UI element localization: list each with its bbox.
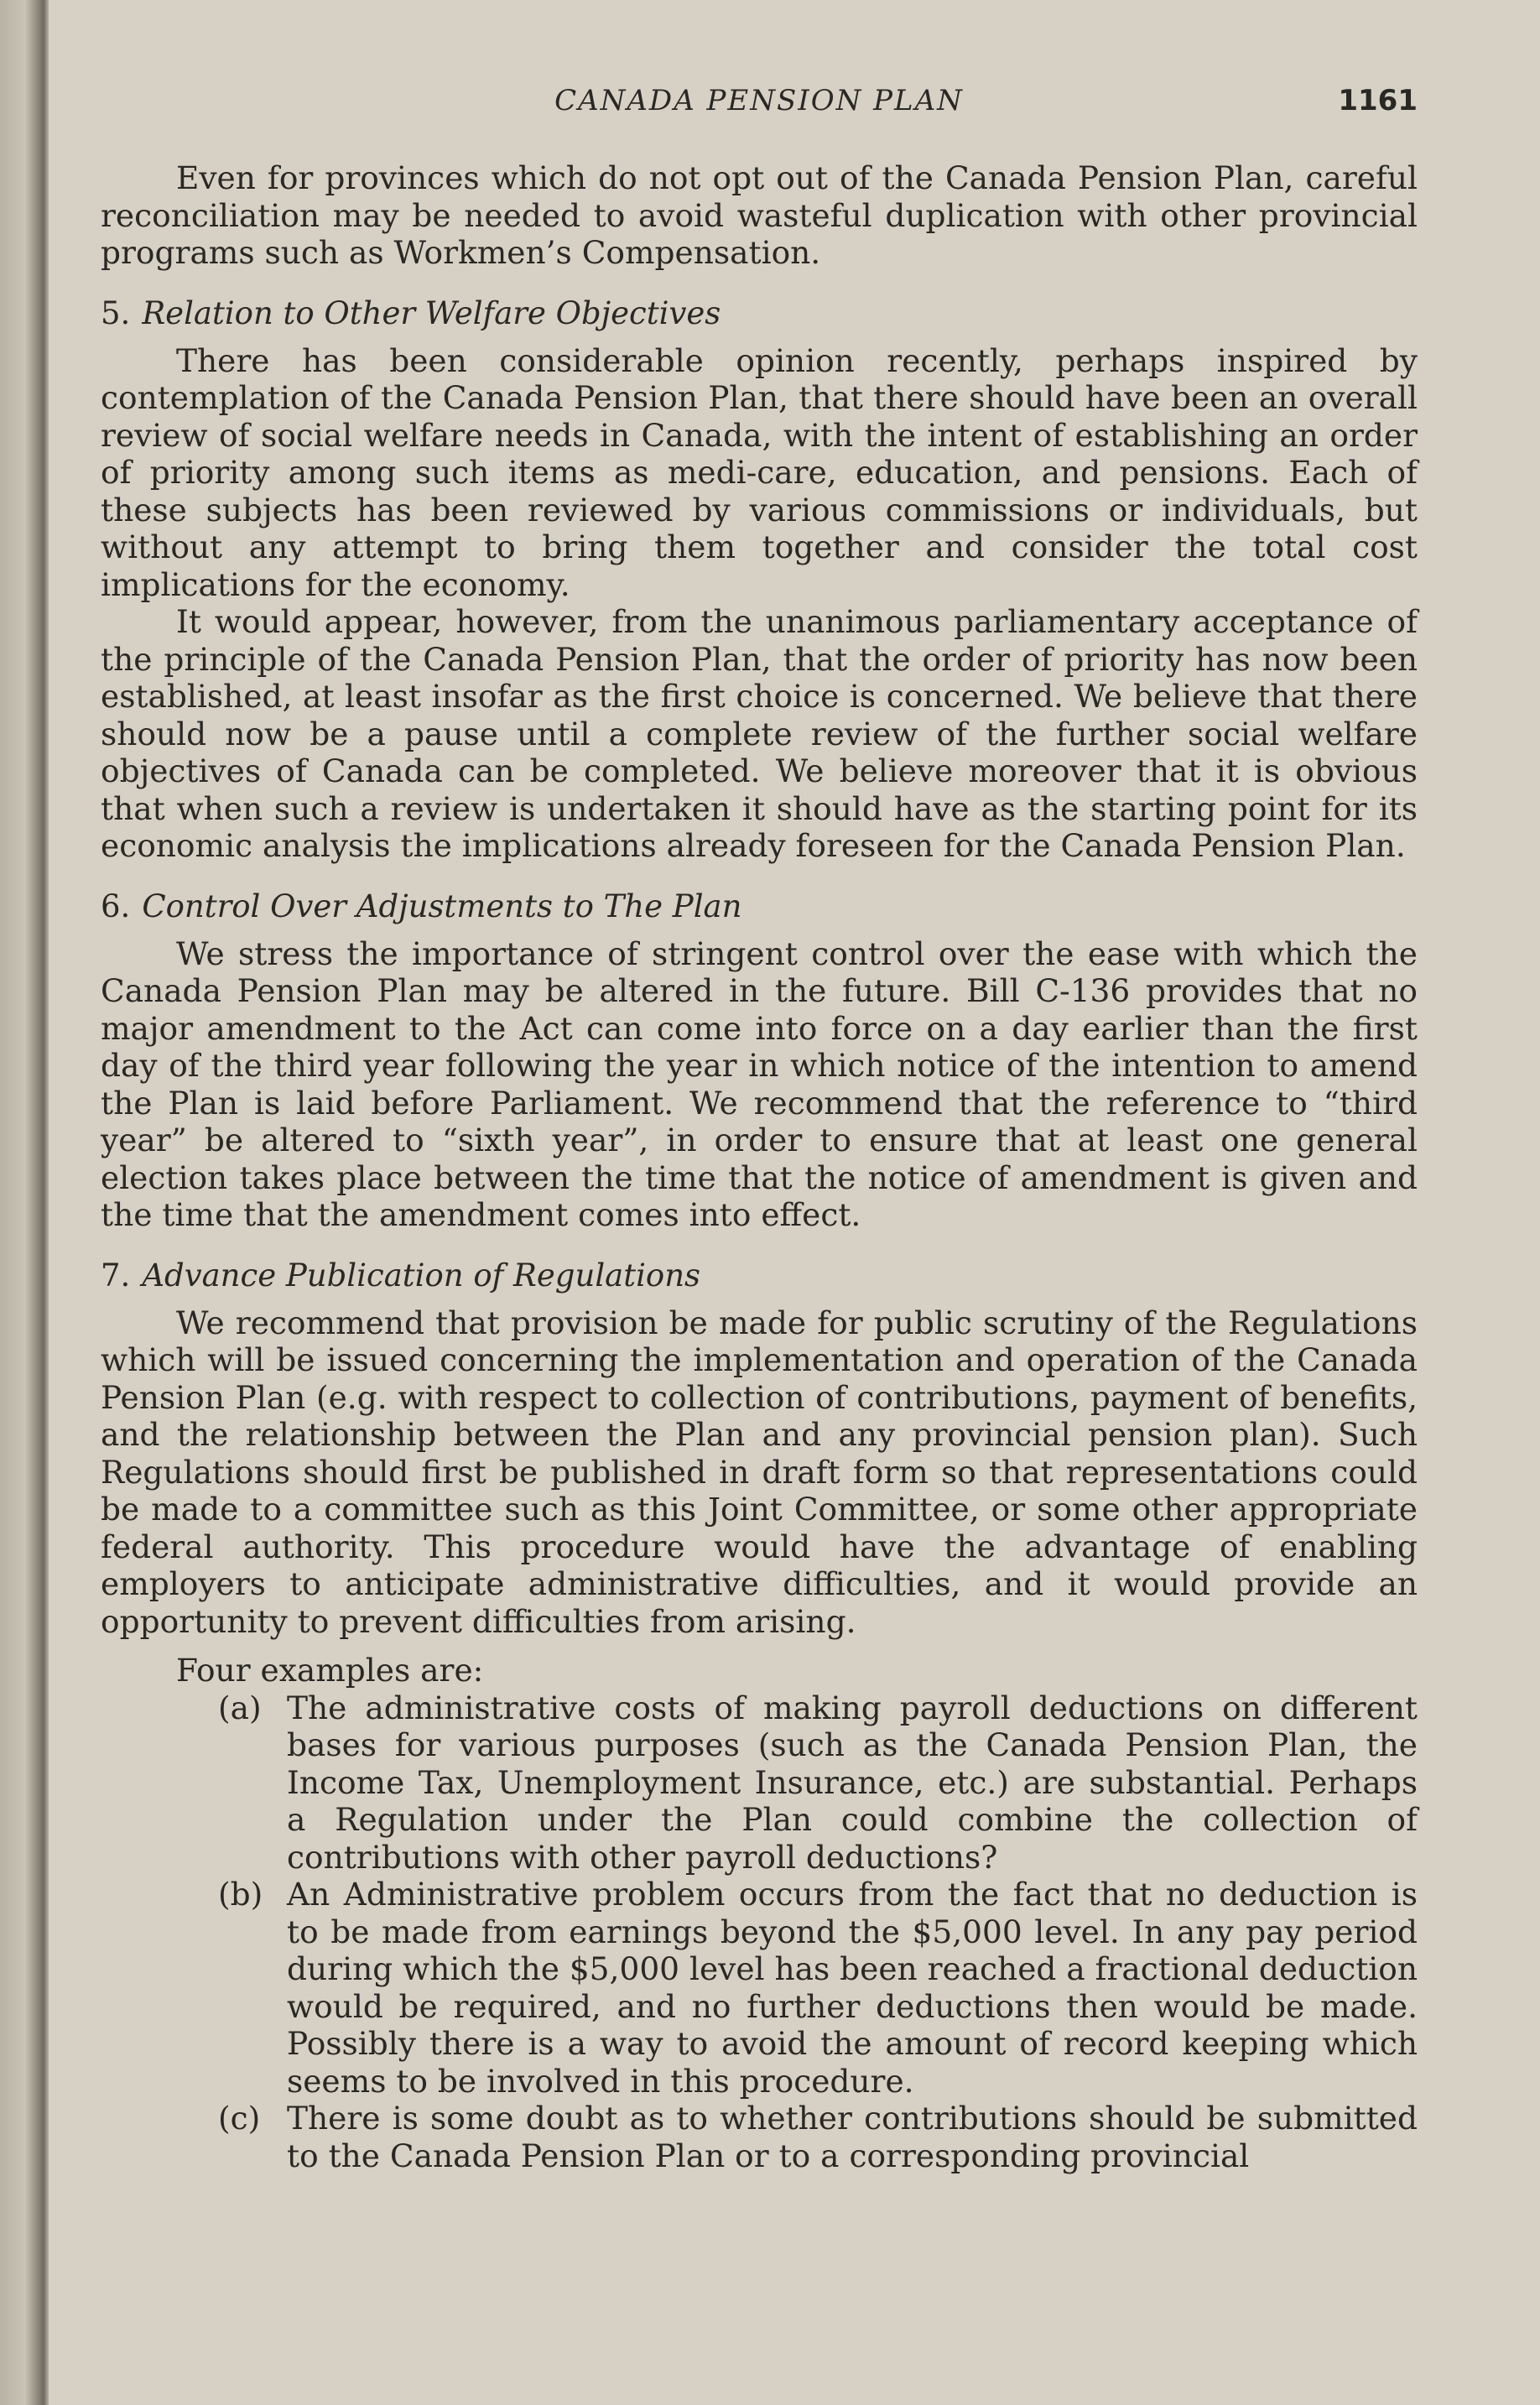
section-6-heading — [101, 888, 1418, 925]
section-title: Control Over Adjustments to The Plan — [142, 888, 742, 924]
examples-list — [101, 1689, 1418, 2175]
list-intro: Four examples are: — [176, 1652, 484, 1689]
section-number: 5. — [101, 294, 131, 331]
list-item — [101, 2100, 1418, 2174]
list-item-text: The administrative costs of making payroll deductions on different bases for various purposes (such as the Canada Pension Plan, the Income Tax, Unemployment Insurance, etc.) are substantial. Perhaps a Regulation under the Plan could combine the collection of contributions with other payroll deductions? — [287, 1689, 1418, 1876]
list-marker: (b) — [218, 1876, 263, 1913]
list-item — [101, 1689, 1418, 1877]
section-5-paragraph-1: There has been considerable opinion recently, perhaps inspired by contemplation of the Canada Pension Plan, that there should have been an overall review of social welfare needs in Canada, with the intent of establishing an order of priority among such items as medi-care, education, and pensions. Each of these subjects has been reviewed by various commissions or individuals, but without any attempt to bring them together and consider the total cost implications for the economy. — [101, 341, 1418, 603]
section-5-heading — [101, 295, 1418, 332]
running-title: CANADA PENSION PLAN — [554, 84, 964, 117]
list-item — [101, 1876, 1418, 2100]
section-title: Advance Publication of Regulations — [142, 1257, 701, 1294]
list-item-text: An Administrative problem occurs from the fact that no deduction is to be made from earnings beyond the $5,000 level. In any pay period during which the $5,000 level has been reached a fractional deduction would be required, and no further deductions then would be made. Possibly there is a way to avoid the amount of record keeping which seems to be involved in this procedure. — [287, 1876, 1418, 2100]
section-title: Relation to Other Welfare Objectives — [142, 294, 721, 331]
section-7-paragraph-1: We recommend that provision be made for public scrutiny of the Regulations which will be issued concerning the implementation and operation of the Canada Pension Plan (e.g. with respect to collection of contributions, payment of benefits, and the relationship between the Plan and any provincial pension plan). Such Regulations should first be published in draft form so that representations could be made to a committee such as this Joint Committee, or some other appropriate federal authority. This procedure would have the advantage of enabling employers to anticipate administrative difficulties, and it would provide an opportunity to prevent difficulties from arising. — [101, 1304, 1418, 1640]
list-item-text: There is some doubt as to whether contributions should be submitted to the Canada Pension Plan or to a corresponding provincial — [287, 2100, 1418, 2174]
section-number: 7. — [101, 1257, 131, 1294]
page-binding-edge — [0, 0, 49, 2405]
section-number: 6. — [101, 888, 131, 924]
list-marker: (c) — [218, 2100, 261, 2137]
section-6-paragraph-1: We stress the importance of stringent control over the ease with which the Canada Pension Plan may be altered in the future. Bill C-136 provides that no major amendment to the Act can come into force on a day earlier than the first day of the third year following the year in which notice of the intention to amend the Plan is laid before Parliament. We recommend that the reference to “third year” be altered to “sixth year”, in order to ensure that at least one general election takes place between the time that the notice of amendment is given and the time that the amendment comes into effect. — [101, 934, 1418, 1233]
section-5-paragraph-2: It would appear, however, from the unanimous parliamentary acceptance of the principle of the Canada Pension Plan, that the order of priority has now been established, at least insofar as the first choice is concerned. We believe that there should now be a pause until a complete review of the further social welfare objectives of Canada can be completed. We believe moreover that it is obvious that when such a review is undertaken it should have as the starting point for its economic analysis the implications already foreseen for the Canada Pension Plan. — [101, 603, 1418, 864]
section-7-heading — [101, 1257, 1418, 1294]
page-header — [101, 84, 1418, 134]
document-page — [101, 84, 1418, 2174]
page-number: 1161 — [1338, 84, 1418, 117]
intro-paragraph: Even for provinces which do not opt out of the Canada Pension Plan, careful reconciliation may be needed to avoid wasteful duplication with other provincial programs such as Workmen’s Compensation. — [101, 159, 1418, 271]
list-marker: (a) — [218, 1689, 262, 1726]
